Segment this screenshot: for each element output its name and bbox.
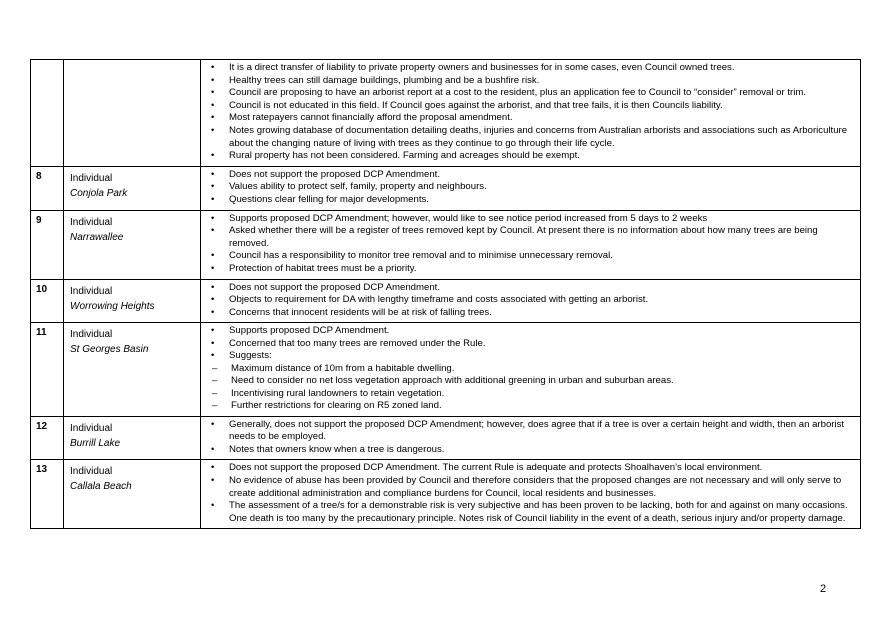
submitter-type: Individual xyxy=(70,285,113,297)
comment-item: • Most ratepayers cannot financially afford the proposal amendment. xyxy=(209,112,856,125)
comment-list xyxy=(209,169,856,207)
comment-item: • Council is not educated in this field. If Council goes against the arborist, and that tree fails, it is then Councils liability. xyxy=(209,100,856,113)
comment-list xyxy=(209,419,856,457)
submission-number: 11 xyxy=(31,323,64,416)
suggestion-item: – Need to consider no net loss vegetation approach with additional greening in urban and suburban areas. xyxy=(209,375,856,387)
page-number: 2 xyxy=(820,583,827,595)
comment-list xyxy=(209,282,856,320)
submitter-cell xyxy=(64,210,201,279)
comment-item: • Notes growing database of documentation detailing deaths, injuries and concerns from Australian arborists and associations such as Arboriculture about the changing nature of living with trees as they continue to go through their life cycle. xyxy=(209,125,856,150)
submission-comments xyxy=(201,210,861,279)
comment-item: • The assessment of a tree/s for a demonstrable risk is very subjective and has been proven to be lacking, both for and against on many occasions. One death is too many by the precautionary principle. Notes risk of Council liability in the event of a death, serious injury and/or property damage. xyxy=(209,500,856,525)
submitter-location: Narrawallee xyxy=(70,231,124,243)
submitter-cell xyxy=(64,460,201,529)
comment-item: • Suggests: xyxy=(209,350,856,363)
submission-row xyxy=(31,166,861,210)
comment-item: • Notes that owners know when a tree is dangerous. xyxy=(209,444,856,457)
comment-item: • Healthy trees can still damage buildings, plumbing and be a bushfire risk. xyxy=(209,75,856,88)
comment-list xyxy=(209,62,856,163)
submission-row xyxy=(31,416,861,460)
comment-item: • Council are proposing to have an arborist report at a cost to the resident, plus an application fee to Council to “consider” removal or trim. xyxy=(209,87,856,100)
submission-comments xyxy=(201,166,861,210)
suggestion-item: – Maximum distance of 10m from a habitable dwelling. xyxy=(209,363,856,375)
submitter-type: Individual xyxy=(70,329,113,341)
submission-number: 10 xyxy=(31,279,64,323)
comment-item: • Does not support the proposed DCP Amendment. xyxy=(209,282,856,295)
submitter-cell xyxy=(64,166,201,210)
submission-comments xyxy=(201,279,861,323)
submissions-table xyxy=(30,59,861,529)
suggestion-item: – Further restrictions for clearing on R5 zoned land. xyxy=(209,400,856,412)
comment-item: • Does not support the proposed DCP Amendment. The current Rule is adequate and protects Shoalhaven’s local environment. xyxy=(209,462,856,475)
submitter-type: Individual xyxy=(70,172,113,184)
submission-row xyxy=(31,279,861,323)
submission-number: 9 xyxy=(31,210,64,279)
suggestion-list xyxy=(209,363,856,413)
comment-item: • Values ability to protect self, family, property and neighbours. xyxy=(209,181,856,194)
comment-item: • Council has a responsibility to monitor tree removal and to minimise unnecessary removal. xyxy=(209,250,856,263)
submission-row xyxy=(31,60,861,167)
comment-list xyxy=(209,213,856,276)
suggestion-item: – Incentivising rural landowners to retain vegetation. xyxy=(209,388,856,400)
comment-item: • Objects to requirement for DA with lengthy timeframe and costs associated with getting an arborist. xyxy=(209,294,856,307)
comment-list xyxy=(209,462,856,525)
submission-row xyxy=(31,460,861,529)
submitter-cell xyxy=(64,60,201,167)
comment-item: • Protection of habitat trees must be a priority. xyxy=(209,263,856,276)
submission-row xyxy=(31,210,861,279)
submitter-type: Individual xyxy=(70,216,113,228)
comment-item: • Questions clear felling for major developments. xyxy=(209,194,856,207)
submitter-location: Worrowing Heights xyxy=(70,300,155,312)
submission-comments xyxy=(201,60,861,167)
comment-item: • Supports proposed DCP Amendment. xyxy=(209,325,856,338)
comment-item: • Concerned that too many trees are removed under the Rule. xyxy=(209,338,856,351)
submission-comments xyxy=(201,416,861,460)
submission-comments xyxy=(201,460,861,529)
submission-row xyxy=(31,323,861,416)
submitter-location: Callala Beach xyxy=(70,481,132,493)
submitter-cell xyxy=(64,279,201,323)
submitter-location: St Georges Basin xyxy=(70,344,149,356)
submitter-cell xyxy=(64,416,201,460)
submission-number: 13 xyxy=(31,460,64,529)
submitter-location: Burrill Lake xyxy=(70,437,121,449)
comment-item: • Generally, does not support the proposed DCP Amendment; however, does agree that if a tree is over a certain height and width, then an arborist needs to be employed. xyxy=(209,419,856,444)
comment-list xyxy=(209,325,856,363)
comment-item: • Concerns that innocent residents will be at risk of falling trees. xyxy=(209,307,856,320)
comment-item: • No evidence of abuse has been provided by Council and therefore considers that the proposed changes are not necessary and will only serve to create additional administration and compliance burdens for Council, local residents and businesses. xyxy=(209,475,856,500)
comment-item: • Asked whether there will be a register of trees removed kept by Council. At present there is no information about how many trees are being removed. xyxy=(209,225,856,250)
submitter-location: Conjola Park xyxy=(70,187,128,199)
comment-item: • Rural property has not been considered. Farming and acreages should be exempt. xyxy=(209,150,856,163)
submission-number xyxy=(31,60,64,167)
submissions-table-body xyxy=(31,60,861,529)
submission-number: 12 xyxy=(31,416,64,460)
submission-comments xyxy=(201,323,861,416)
submission-number: 8 xyxy=(31,166,64,210)
submitter-type: Individual xyxy=(70,466,113,478)
comment-item: • Does not support the proposed DCP Amendment. xyxy=(209,169,856,182)
comment-item: • It is a direct transfer of liability to private property owners and businesses for in some cases, even Council owned trees. xyxy=(209,62,856,75)
submitter-cell xyxy=(64,323,201,416)
comment-item: • Supports proposed DCP Amendment; however, would like to see notice period increased from 5 days to 2 weeks xyxy=(209,213,856,226)
submitter-type: Individual xyxy=(70,422,113,434)
